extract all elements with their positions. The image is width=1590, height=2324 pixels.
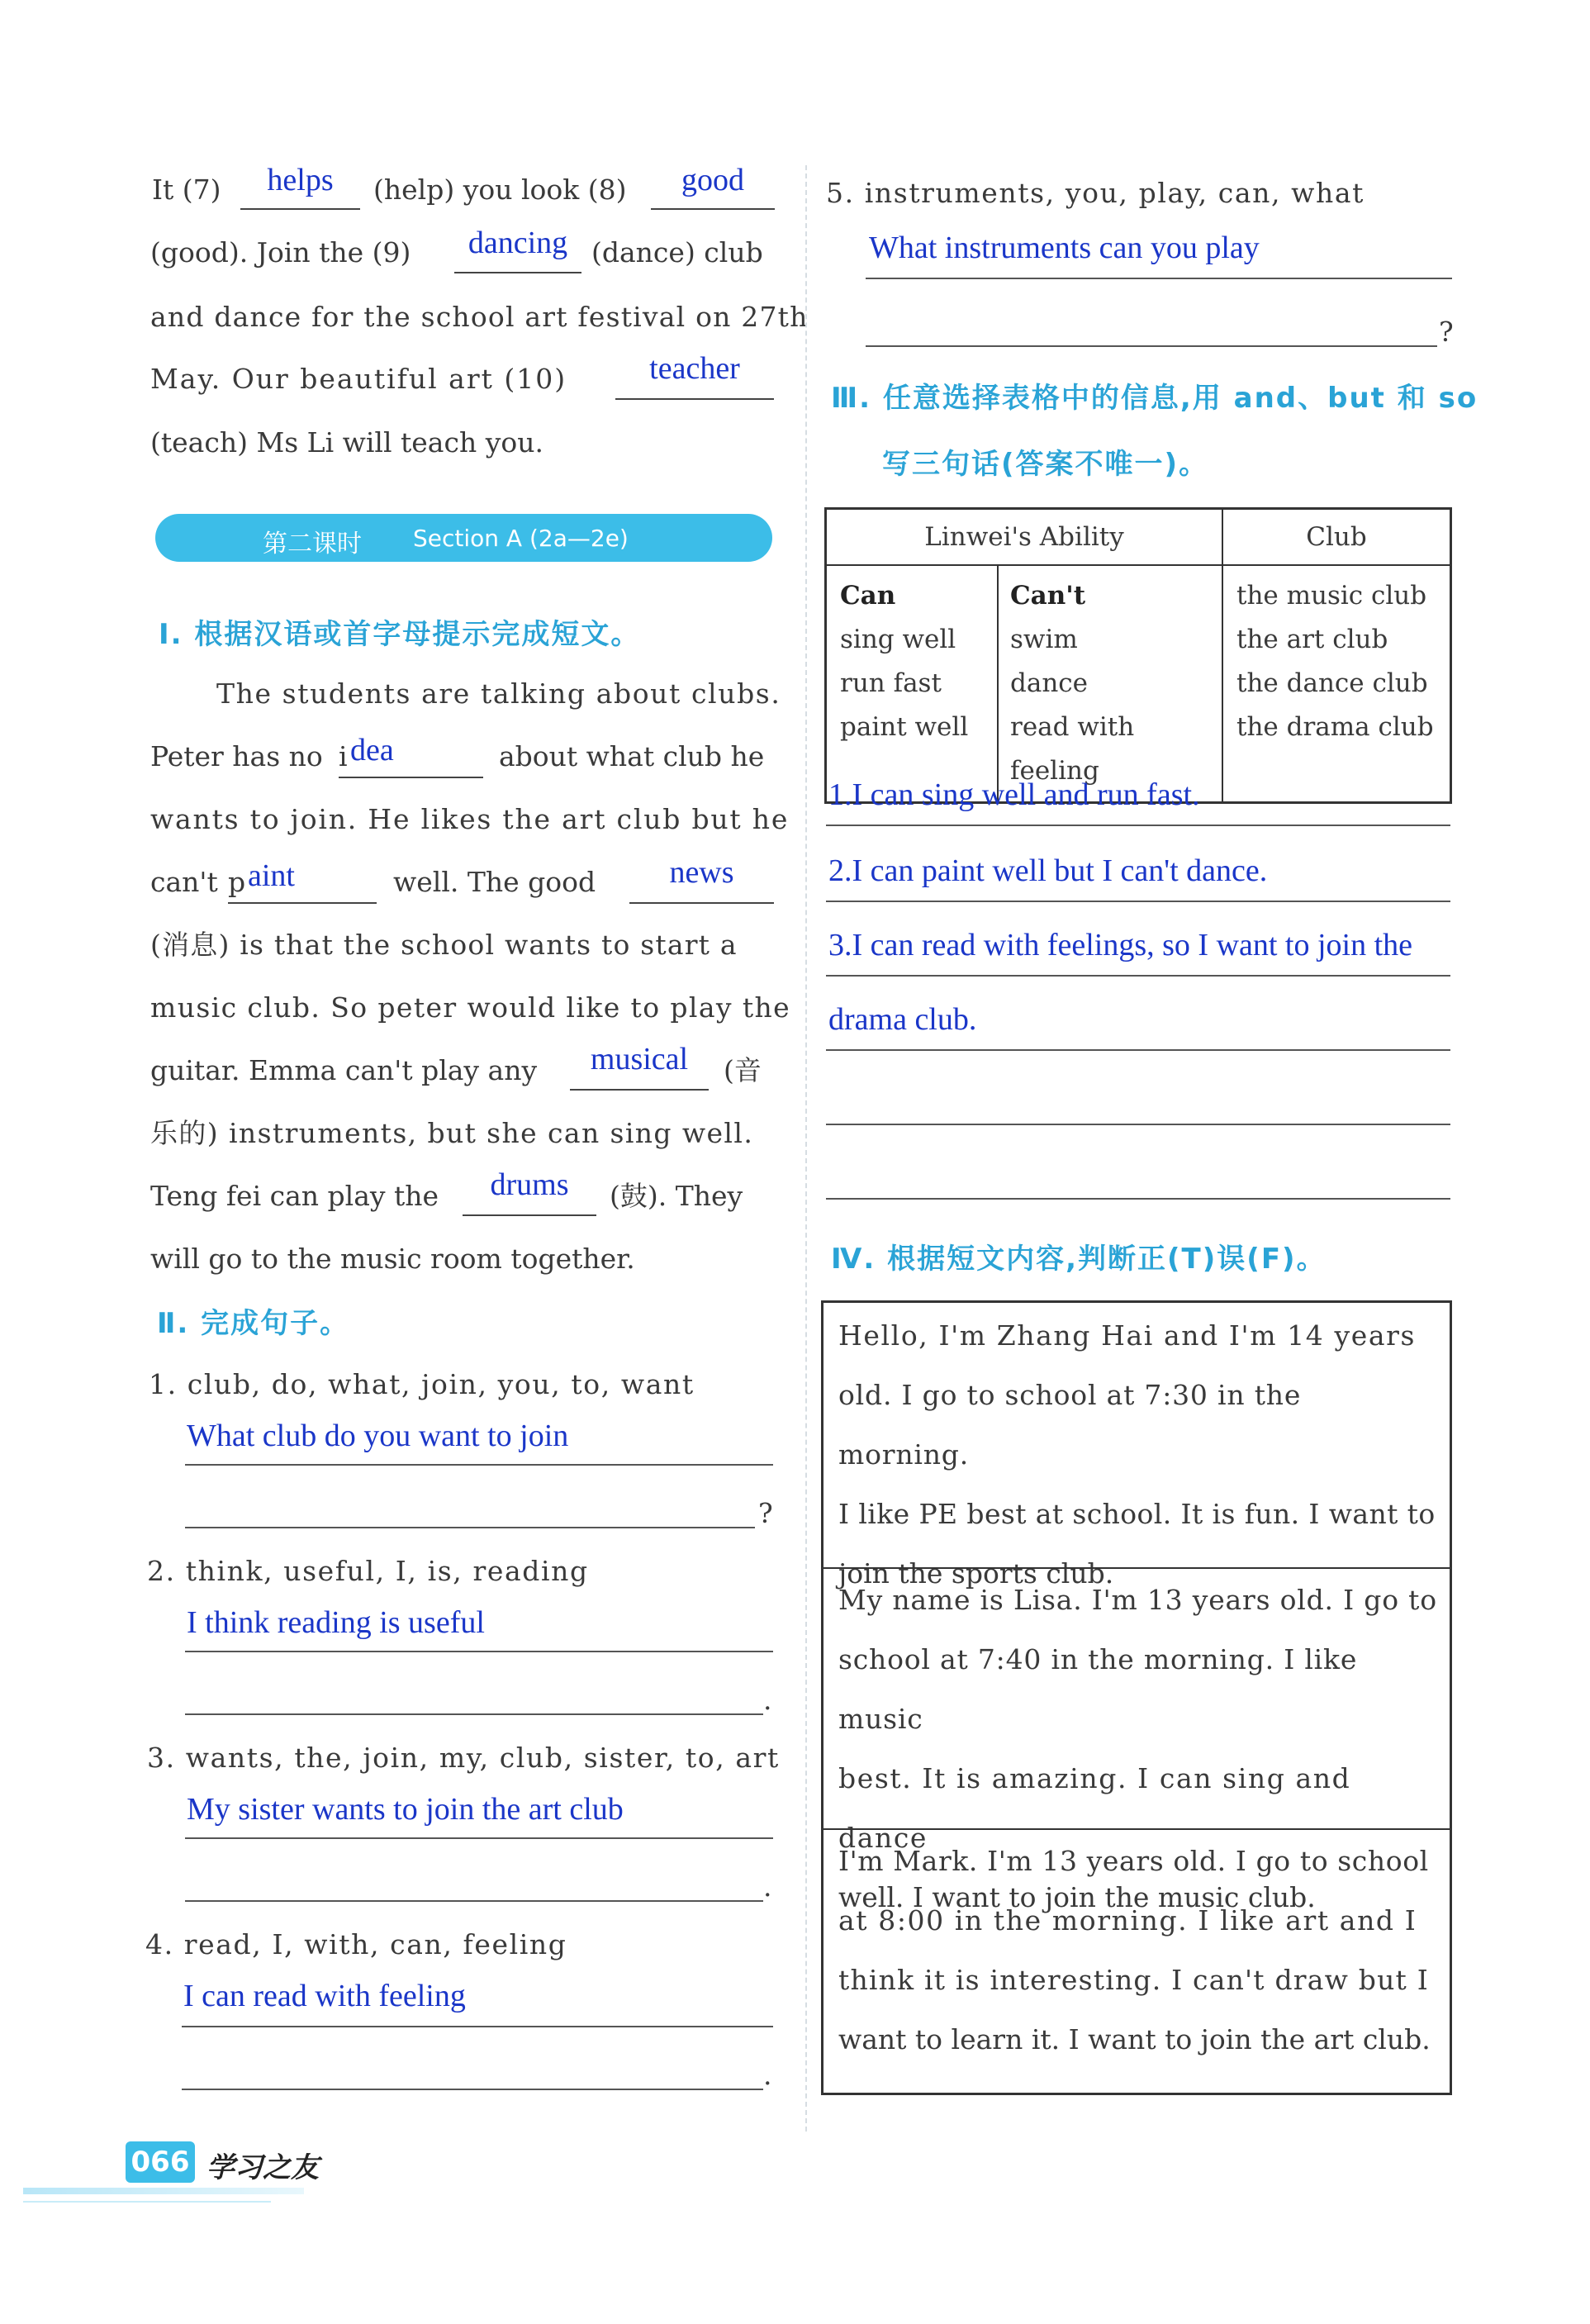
box3-line: I'm Mark. I'm 13 years old. I go to school <box>838 1845 1429 1877</box>
part2-item1-end: ? <box>758 1497 773 1529</box>
part3-line-4 <box>826 1049 1450 1051</box>
part3-answer-3: 3.I can read with feelings, so I want to join the <box>828 928 1413 962</box>
part2-item1-prompt: 1. club, do, what, join, you, to, want <box>149 1368 695 1400</box>
blank-musical <box>570 1089 709 1091</box>
table-club-item: the music club <box>1236 580 1427 611</box>
part1-line1: The students are talking about clubs. <box>216 677 781 710</box>
page-number: 066 <box>126 2141 195 2183</box>
passage1-line2-a: (good). Join the (9) <box>150 236 411 269</box>
item5-line1 <box>866 278 1452 279</box>
part2-item2-prompt: 2. think, useful, I, is, reading <box>147 1555 589 1587</box>
banner-title: 第二课时 <box>263 530 362 558</box>
box-divider-2 <box>823 1828 1450 1830</box>
table-club-cell <box>1222 565 1451 803</box>
part3-line-5 <box>826 1124 1450 1125</box>
part2-item4-line2 <box>182 2089 763 2090</box>
answer-8: good <box>681 163 744 197</box>
box3-line: think it is interesting. I can't draw but I <box>838 1964 1429 1996</box>
reading-boxes <box>821 1300 1452 2095</box>
part2-item2-line1 <box>185 1651 773 1652</box>
part2-item4-answer: I can read with feeling <box>183 1979 466 2013</box>
answer-musical: musical <box>590 1042 689 1076</box>
table-header-club: Club <box>1222 509 1451 565</box>
part1-line9-b: (鼓). They <box>610 1180 743 1212</box>
part2-item4-prompt: 4. read, I, with, can, feeling <box>145 1928 567 1960</box>
idea-prefix: i <box>339 740 348 772</box>
part1-line7-a: guitar. Emma can't play any <box>150 1054 538 1086</box>
column-divider <box>805 165 807 2132</box>
passage1-line5: (teach) Ms Li will teach you. <box>150 426 543 459</box>
blank-paint <box>228 902 377 904</box>
footer-rule <box>23 2201 271 2203</box>
part3-line-1 <box>826 825 1450 826</box>
part2-item3-line2 <box>185 1900 763 1902</box>
table-cant-item: read with feeling <box>1010 711 1135 786</box>
part2-item3-answer: My sister wants to join the art club <box>187 1792 624 1827</box>
item5-answer: What instruments can you play <box>869 230 1260 265</box>
part2-item1-answer: What club do you want to join <box>187 1419 569 1453</box>
blank-9 <box>454 272 581 273</box>
box1-line: Hello, I'm Zhang Hai and I'm 14 years <box>838 1319 1417 1352</box>
table-can-item: paint well <box>840 711 969 742</box>
part3-answer-4: drama club. <box>828 1002 977 1037</box>
part1-line5: (消息) is that the school wants to start a <box>150 929 738 961</box>
reading-box-1 <box>838 1306 1437 1604</box>
section-banner <box>155 514 772 562</box>
table-header-ability: Linwei's Ability <box>826 509 1223 565</box>
part3-heading-line1: Ⅲ. 任意选择表格中的信息,用 and、but 和 so <box>831 382 1478 415</box>
item5-line2 <box>866 345 1437 347</box>
part1-line7-b: (音 <box>724 1054 762 1086</box>
box2-line: school at 7:40 in the morning. I like music <box>838 1643 1358 1735</box>
table-club-item: the drama club <box>1236 711 1434 742</box>
part1-line2-b: about what club he <box>499 740 765 772</box>
passage1-line2-b: (dance) club <box>591 236 763 269</box>
part1-heading: Ⅰ. 根据汉语或首字母提示完成短文。 <box>159 618 641 651</box>
box3-line: at 8:00 in the morning. I like art and I <box>838 1904 1417 1937</box>
part3-answer-2: 2.I can paint well but I can't dance. <box>828 853 1268 888</box>
part1-line3: wants to join. He likes the art club but he <box>150 803 790 835</box>
passage1-line1-a: It (7) <box>152 173 221 206</box>
box1-line: join the sports club. <box>838 1557 1114 1590</box>
table-can-item: sing well <box>840 624 956 654</box>
item5-prompt: 5. instruments, you, play, can, what <box>826 177 1365 209</box>
part2-heading: Ⅱ. 完成句子。 <box>157 1307 350 1340</box>
answer-idea: dea <box>350 733 394 768</box>
passage1-line1-b: (help) you look (8) <box>373 173 627 206</box>
table-cant-item: dance <box>1010 668 1088 698</box>
part3-line-3 <box>826 975 1450 977</box>
answer-7: helps <box>267 163 334 197</box>
blank-idea <box>339 777 483 778</box>
part2-item3-prompt: 3. wants, the, join, my, club, sister, to, art <box>147 1742 780 1774</box>
table-can-label: Can <box>840 580 896 611</box>
answer-paint: aint <box>248 858 295 893</box>
footer-strip <box>23 2188 304 2194</box>
part2-item3-end: . <box>763 1870 772 1903</box>
banner-section: Section A (2a—2e) <box>413 525 629 552</box>
table-can-item: run fast <box>840 668 942 698</box>
part2-item2-end: . <box>763 1684 772 1716</box>
box2-line: well. I want to join the music club. <box>838 1881 1316 1913</box>
blank-7 <box>240 208 360 210</box>
part1-line8: 乐的) instruments, but she can sing well. <box>150 1117 754 1149</box>
box1-line: old. I go to school at 7:30 in the morning. <box>838 1379 1302 1471</box>
answer-9: dancing <box>468 226 568 260</box>
passage1-line3: and dance for the school art festival on 27th <box>150 301 809 333</box>
item5-end: ? <box>1439 316 1454 348</box>
part2-item2-answer: I think reading is useful <box>187 1605 485 1640</box>
ability-table <box>824 507 1452 804</box>
blank-10 <box>615 398 774 400</box>
answer-drums: drums <box>490 1167 569 1202</box>
blank-drums <box>463 1214 596 1216</box>
part2-item2-line2 <box>185 1713 763 1715</box>
table-club-item: the dance club <box>1236 668 1428 698</box>
table-cant-item: swim <box>1010 624 1078 654</box>
part4-heading: Ⅳ. 根据短文内容,判断正(T)误(F)。 <box>831 1243 1327 1276</box>
footer-brand: 学习之友 <box>206 2151 319 2184</box>
box-divider-1 <box>823 1567 1450 1569</box>
table-club-item: the art club <box>1236 624 1388 654</box>
part3-line-6 <box>826 1198 1450 1200</box>
part3-line-2 <box>826 901 1450 902</box>
paint-prefix: p <box>228 866 246 898</box>
reading-box-3 <box>838 1832 1437 2070</box>
box3-line: want to learn it. I want to join the art club. <box>838 2023 1431 2055</box>
blank-8 <box>651 208 775 210</box>
part3-answer-1: 1.I can sing well and run fast. <box>828 777 1200 812</box>
part2-item4-end: . <box>763 2059 772 2091</box>
blank-news <box>629 902 774 904</box>
part1-line10: will go to the music room together. <box>150 1243 635 1275</box>
box2-line: best. It is amazing. I can sing and dance <box>838 1762 1351 1854</box>
part2-item4-line1 <box>182 2026 773 2027</box>
part2-item3-line1 <box>185 1837 773 1839</box>
part2-item1-line2 <box>185 1527 755 1528</box>
part3-heading-line2: 写三句话(答案不唯一)。 <box>882 448 1209 481</box>
answer-news: news <box>669 855 734 890</box>
table-can-cell <box>826 565 999 803</box>
part2-item1-line1 <box>185 1464 773 1466</box>
box2-line: My name is Lisa. I'm 13 years old. I go to <box>838 1584 1437 1616</box>
part1-line2-a: Peter has no <box>150 740 323 772</box>
table-cant-label: Can't <box>1010 580 1086 611</box>
part1-line4-b: well. The good <box>393 866 596 898</box>
part1-line9-a: Teng fei can play the <box>150 1180 439 1212</box>
part1-line6: music club. So peter would like to play the <box>150 991 791 1024</box>
table-cant-cell <box>998 565 1222 803</box>
answer-10: teacher <box>649 351 740 386</box>
box1-line: I like PE best at school. It is fun. I want to <box>838 1498 1436 1530</box>
part1-line4-a: can't <box>150 866 218 898</box>
passage1-line4: May. Our beautiful art (10) <box>150 363 567 395</box>
